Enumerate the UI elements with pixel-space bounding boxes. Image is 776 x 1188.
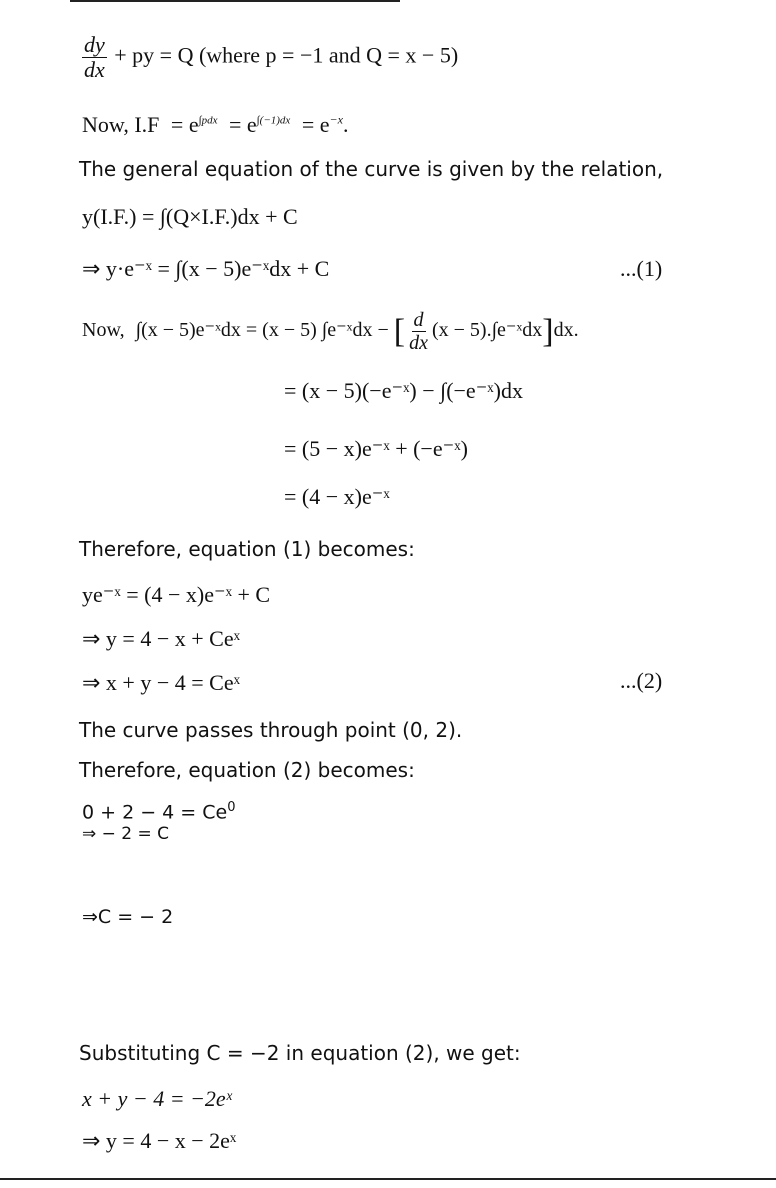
d-dx-fraction (407, 310, 430, 353)
general-solution-formula: y(I.F.) = ∫(Q×I.F.)dx + C (82, 204, 298, 229)
integrating-factor-line (82, 112, 348, 138)
parts-first-term: ∫(x − 5)e⁻ˣdx = (x − 5) ∫e⁻ˣdx − (135, 319, 389, 342)
open-bracket: [ (393, 313, 406, 351)
fraction-numerator: d (413, 309, 424, 331)
dy-dx-fraction (82, 34, 107, 81)
particular-solution-explicit: ⇒ y = 4 − x − 2eˣ (82, 1128, 237, 1153)
integration-by-parts-line (82, 310, 579, 353)
substituting-c-text: Substituting C = −2 in equation (2), we get: (79, 1041, 521, 1065)
if-eq3: = e (301, 112, 330, 137)
passes-through-text: The curve passes through point (0, 2). (79, 718, 463, 742)
c-value-result: ⇒C = − 2 (82, 906, 174, 928)
solve-for-y: ⇒ y = 4 − x + Ceˣ (82, 626, 240, 651)
equation-2: ⇒ x + y − 4 = Ceˣ (82, 670, 240, 695)
equation-2-becomes-text: Therefore, equation (2) becomes: (79, 758, 415, 782)
if-exp2: ∫(−1)dx (256, 114, 291, 127)
bottom-rule (0, 1178, 776, 1180)
fraction-numerator: dy (84, 32, 105, 57)
top-rule (70, 0, 400, 2)
if-end: . (342, 112, 349, 137)
if-exp1: ∫pdx (198, 114, 218, 127)
now-label: Now, (82, 319, 125, 342)
equation-number-1: ...(1) (620, 256, 663, 281)
fraction-denominator: dx (409, 332, 428, 354)
fraction-denominator: dx (84, 57, 105, 82)
equation-1: ⇒ y·e⁻ˣ = ∫(x − 5)e⁻ˣdx + C (82, 256, 330, 281)
step-1: = (x − 5)(−e⁻ˣ) − ∫(−e⁻ˣ)dx (284, 378, 523, 403)
if-eq2: = e (229, 112, 257, 137)
general-equation-text: The general equation of the curve is given by the relation, (79, 157, 664, 181)
equation-1-becomes-text: Therefore, equation (1) becomes: (79, 537, 415, 561)
point-substitution (82, 800, 236, 823)
step-2: = (5 − x)e⁻ˣ + (−e⁻ˣ) (284, 436, 468, 461)
linear-form-equation (80, 34, 458, 81)
point-substitution-base: 0 + 2 − 4 = Ce (82, 801, 228, 824)
if-label: Now, I.F (82, 112, 160, 137)
linear-form-rest: + py = Q (where p = −1 and Q = x − 5) (114, 42, 459, 68)
close-bracket: ] (542, 313, 554, 351)
parts-dx: dx. (553, 319, 579, 342)
c-value-step: ⇒ − 2 = C (82, 824, 170, 844)
substituted-equation: ye⁻ˣ = (4 − x)e⁻ˣ + C (82, 582, 271, 607)
step-3: = (4 − x)e⁻ˣ (284, 484, 390, 509)
point-substitution-exponent: 0 (227, 800, 236, 815)
if-eq1: = e (170, 112, 199, 137)
if-exp3: −x (329, 112, 343, 127)
parts-second-term: (x − 5).∫e⁻ˣdx (431, 319, 543, 342)
equation-number-2: ...(2) (620, 668, 663, 693)
particular-solution-implicit: x + y − 4 = −2eˣ (82, 1086, 232, 1111)
